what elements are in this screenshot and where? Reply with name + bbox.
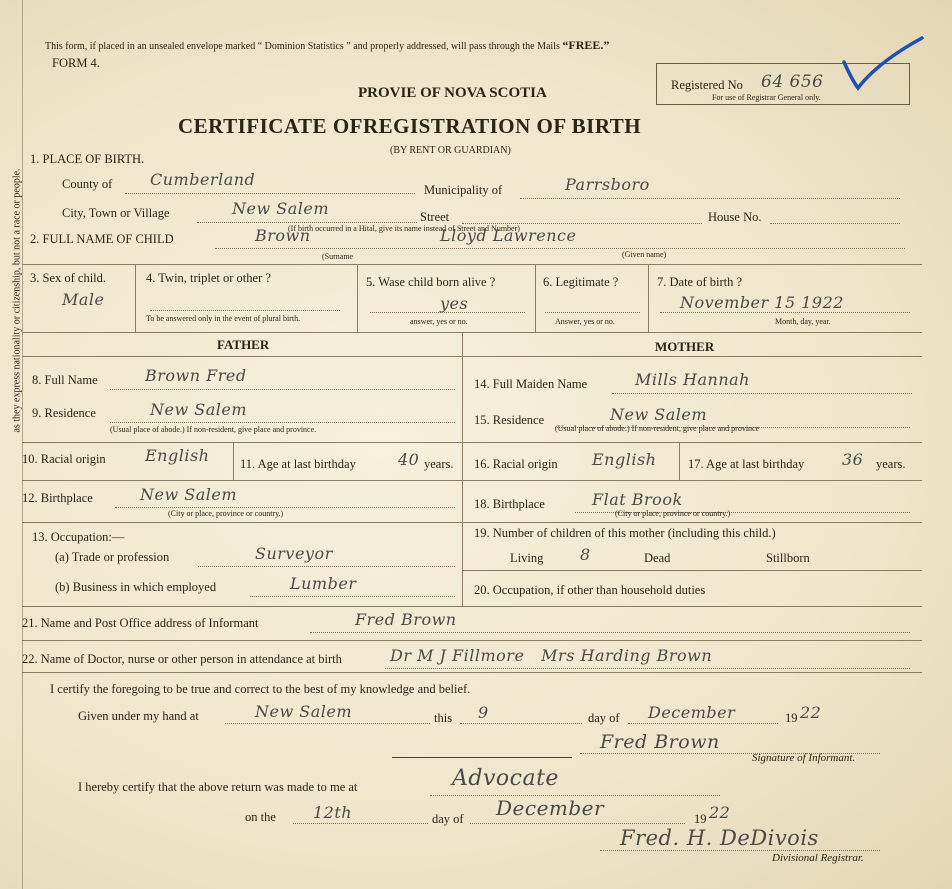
alive-note: answer, yes or no. <box>410 317 468 326</box>
registrar-day-line <box>293 823 428 824</box>
municipality-label: Municipality of <box>424 183 503 197</box>
county-label: County of <box>62 177 113 191</box>
rule <box>648 264 649 332</box>
trade-label: (a) Trade or profession <box>55 550 170 564</box>
registrar-on-label: on the <box>245 810 276 824</box>
mother-birthplace-value: Flat Brook <box>592 490 683 509</box>
informant-value: Fred Brown <box>355 610 457 629</box>
rule <box>22 264 922 265</box>
mother-birthplace-note: (City or place, province or country.) <box>615 509 731 518</box>
given-day-line <box>460 723 582 724</box>
street-note: (If birth occurred in a Hital, give its name instead of Street and Number) <box>288 224 520 233</box>
mother-years: years. <box>876 457 906 471</box>
registrar-month-line <box>470 823 685 824</box>
side-margin-text: as they express nationality or citizenship, but not a race or people. <box>11 168 23 433</box>
left-margin-line <box>22 0 23 889</box>
alive-line <box>370 312 525 313</box>
father-age-value: 40 <box>398 450 420 469</box>
given-name-caption: (Given name) <box>622 250 667 259</box>
surname-caption: (Surname <box>322 252 354 261</box>
certify-text: I certify the foregoing to be true and correct to the best of my knowledge and belief. <box>50 682 471 696</box>
mail-free: “FREE.” <box>562 38 610 52</box>
registrar-caption: Divisional Registrar. <box>772 852 864 864</box>
trade-value: Surveyor <box>255 544 333 563</box>
informant-signature-caption: Signature of Informant. <box>752 752 856 764</box>
legitimate-note: Answer, yes or no. <box>555 317 615 326</box>
given-place-line <box>225 723 430 724</box>
father-birthplace-line <box>115 507 455 508</box>
legitimate-line <box>545 312 640 313</box>
living-label: Living <box>510 551 544 565</box>
twin-note: To be answered only in the event of plural birth. <box>146 314 301 323</box>
rule <box>233 442 234 480</box>
county-value: Cumberland <box>150 170 256 189</box>
mother-heading: MOTHER <box>655 339 715 354</box>
rule <box>22 522 922 523</box>
registrar-place: Advocate <box>452 766 559 791</box>
father-residence-value: New Salem <box>150 400 248 419</box>
child-given-name: Lloyd Lawrence <box>440 226 577 245</box>
city-line <box>197 222 417 223</box>
father-birthplace-label: 12. Birthplace <box>22 491 93 505</box>
registrar-year: 22 <box>709 803 731 822</box>
house-label: House No. <box>708 210 762 224</box>
registered-note: For use of Registrar General only. <box>712 93 821 102</box>
mother-occupation-label: 20. Occupation, if other than household duties <box>474 583 706 597</box>
form-number: FORM 4. <box>52 56 100 70</box>
father-birthplace-note: (City or place, province or country.) <box>168 509 284 518</box>
rule <box>22 606 922 607</box>
father-residence-note: (Usual place of abode.) If non-resident, give place and province. <box>110 425 317 434</box>
father-birthplace-value: New Salem <box>140 485 238 504</box>
mail-note: This form, if placed in an unsealed envelope marked “ Dominion Statistics ” and properly addressed, will pass through the Mails “FREE.” <box>45 38 610 52</box>
given-day: 9 <box>478 703 489 722</box>
registered-number: 64 656 <box>761 72 824 92</box>
certificate-title: CERTIFICATE OFREGISTRATION OF BIRTH <box>178 114 642 138</box>
registrar-month: December <box>496 796 605 820</box>
place-of-birth-heading: 1. PLACE OF BIRTH. <box>30 152 145 166</box>
alive-value: yes <box>440 294 469 313</box>
given-day-of-label: day of <box>588 711 620 725</box>
dob-label: 7. Date of birth ? <box>657 275 743 289</box>
registrar-signature: Fred. H. DeDivois <box>620 826 819 850</box>
mother-name-line <box>612 393 912 394</box>
registrar-text: I hereby certify that the above return was made to me at <box>78 780 358 794</box>
registrar-signature-line <box>600 850 880 851</box>
mother-racial-label: 16. Racial origin <box>474 457 558 471</box>
mother-residence-value: New Salem <box>610 405 708 424</box>
stillborn-label: Stillborn <box>766 551 810 565</box>
street-label: Street <box>420 210 450 224</box>
rule <box>22 480 922 481</box>
rule <box>357 264 358 332</box>
rule <box>22 672 922 673</box>
father-heading: FATHER <box>217 337 270 352</box>
mother-name-label: 14. Full Maiden Name <box>474 377 588 391</box>
business-value: Lumber <box>290 574 357 593</box>
father-name-value: Brown Fred <box>145 366 247 385</box>
separator <box>392 757 572 758</box>
mother-age-value: 36 <box>842 450 864 469</box>
rule <box>135 264 136 332</box>
registrar-year-prefix: 19 <box>694 812 707 826</box>
rule <box>462 332 463 606</box>
children-label: 19. Number of children of this mother (including this child.) <box>474 526 776 540</box>
province-heading: PROVIE OF NOVA SCOTIA <box>358 85 547 101</box>
given-year: 22 <box>800 703 822 722</box>
dob-value: November 15 1922 <box>680 293 844 312</box>
registrar-day-of-label: day of <box>432 812 464 826</box>
dob-line <box>660 312 910 313</box>
informant-signature: Fred Brown <box>600 731 720 753</box>
registered-label: Registered No <box>671 78 743 92</box>
rule <box>462 570 922 571</box>
father-age-label: 11. Age at last birthday <box>240 457 356 471</box>
city-label: City, Town or Village <box>62 206 170 220</box>
father-residence-label: 9. Residence <box>32 406 96 420</box>
rule <box>535 264 536 332</box>
city-value: New Salem <box>232 199 330 218</box>
registrar-day: 12th <box>313 803 353 822</box>
this-label: this <box>434 711 453 725</box>
mother-birthplace-label: 18. Birthplace <box>474 497 545 511</box>
business-label: (b) Business in which employed <box>55 580 217 594</box>
given-place: New Salem <box>255 702 353 721</box>
father-residence-line <box>110 422 455 423</box>
doctor-label: 22. Name of Doctor, nurse or other person in attendance at birth <box>22 652 342 666</box>
municipality-line <box>520 198 900 199</box>
mother-residence-note: (Usual place of abode.) If non-resident, give place and province <box>555 424 760 433</box>
given-month: December <box>648 703 736 722</box>
municipality-value: Parrsboro <box>565 175 650 194</box>
sex-label: 3. Sex of child. <box>30 271 107 285</box>
rule <box>22 442 922 443</box>
mother-age-label: 17. Age at last birthday <box>688 457 805 471</box>
father-years: years. <box>424 457 454 471</box>
mother-racial-value: English <box>592 450 657 469</box>
rule <box>22 356 922 357</box>
checkmark-icon <box>838 32 928 94</box>
given-year-prefix: 19 <box>785 711 798 725</box>
child-name-label: 2. FULL NAME OF CHILD <box>30 232 174 246</box>
rule <box>679 442 680 480</box>
occupation-label: 13. Occupation:— <box>32 530 125 544</box>
informant-line <box>310 632 910 633</box>
given-label: Given under my hand at <box>78 709 199 723</box>
child-surname: Brown <box>255 226 311 245</box>
father-racial-value: English <box>145 446 210 465</box>
child-name-line <box>215 248 905 249</box>
mother-name-value: Mills Hannah <box>635 370 750 389</box>
doctor-line <box>385 668 910 669</box>
rule <box>22 332 922 333</box>
twin-line <box>150 310 340 311</box>
trade-line <box>198 566 455 567</box>
rule <box>22 640 922 641</box>
mother-residence-label: 15. Residence <box>474 413 545 427</box>
twin-label: 4. Twin, triplet or other ? <box>146 271 271 285</box>
dead-label: Dead <box>644 551 671 565</box>
business-line <box>250 596 455 597</box>
sex-value: Male <box>62 290 105 309</box>
alive-label: 5. Wase child born alive ? <box>366 275 496 289</box>
informant-label: 21. Name and Post Office address of Informant <box>22 616 259 630</box>
dob-note: Month, day, year. <box>775 317 831 326</box>
father-name-label: 8. Full Name <box>32 373 98 387</box>
county-line <box>125 193 415 194</box>
living-value: 8 <box>580 545 591 564</box>
legitimate-label: 6. Legitimate ? <box>543 275 619 289</box>
certificate-subtitle: (BY RENT OR GUARDIAN) <box>390 145 511 156</box>
doctor-value: Dr M J Fillmore Mrs Harding Brown <box>390 646 713 665</box>
father-name-line <box>110 389 455 390</box>
given-month-line <box>628 723 778 724</box>
house-line <box>770 223 900 224</box>
father-racial-label: 10. Racial origin <box>22 452 106 466</box>
